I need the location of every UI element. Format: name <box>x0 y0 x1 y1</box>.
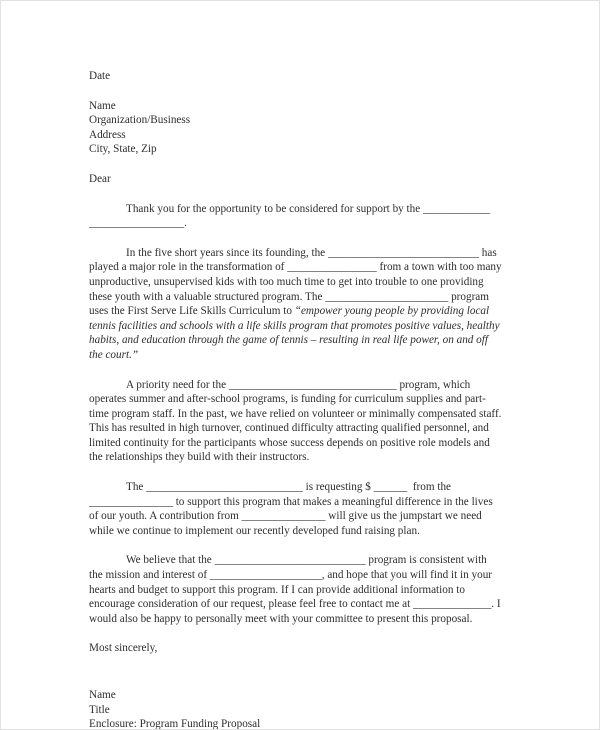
salutation: Dear <box>89 172 111 185</box>
spacer <box>89 465 503 480</box>
signature-title: Title <box>89 703 110 716</box>
spacer <box>89 656 503 672</box>
spacer <box>89 84 503 99</box>
letter-body <box>89 69 503 730</box>
spacer <box>89 538 503 553</box>
valediction: Most sincerely, <box>89 642 158 655</box>
paragraph-closing-appeal: We believe that the ___________________________ program is consistent with the mission and interest of ____________________, and hope that you will find it in your hearts and budget to support this program. If I can provide additional information to encourage consideration of our request, please feel free to contact me at ______________. I would also be happy to personally meet with your committee to present this proposal. <box>89 554 504 625</box>
date-label: Date <box>89 70 111 82</box>
spacer <box>89 626 503 641</box>
spacer <box>89 231 503 246</box>
paragraph-funding-request: The ____________________________ is requesting $ ______ from the _______________ to support this program that makes a meaningful difference in the lives of our youth. A contribution from _______________ will give us the jumpstart we need while we continue to implement our recently developed fund raising plan. <box>89 481 496 537</box>
spacer <box>89 187 503 202</box>
paragraph-history-text: In the five short years since its founding, the ___________________________ has played a major role in the transformation of ________________ from a town with too many unproductive, unsupervised kids with too much time to get into trouble to one providing these youth with a valuable structured program. The ______________________ program uses the First Serve Life Skills Curriculum to <box>89 246 505 318</box>
paragraph-opening: Thank you for the opportunity to be considered for support by the ____________ _________________. <box>89 202 493 230</box>
recipient-address: Address <box>89 128 126 141</box>
recipient-organization: Organization/Business <box>89 114 191 127</box>
paragraph-history <box>89 246 503 363</box>
spacer <box>89 157 503 172</box>
recipient-name: Name <box>89 99 116 112</box>
spacer <box>89 672 503 688</box>
recipient-city-state-zip: City, State, Zip <box>89 143 157 156</box>
signature-name: Name <box>89 689 116 701</box>
curriculum-quote: “empower young people by providing local tennis facilities and schools with a life skills program that promotes positive values, healthy habits, and education through the game of tennis – resulting in real life power, on and off the court.” <box>89 305 503 361</box>
enclosure-note: Enclosure: Program Funding Proposal <box>89 718 261 730</box>
spacer <box>89 363 503 378</box>
paragraph-priority-need: A priority need for the ______________________________ program, which operates summer and after-school programs, is funding for curriculum supplies and part-time program staff. In the past, we have relied on volunteer or minimally compensated staff. This has resulted in high turnover, continued difficulty attracting qualified personnel, and limited continuity for the participants whose success depends on positive role models and the relationships they build with their instructors. <box>89 378 505 464</box>
